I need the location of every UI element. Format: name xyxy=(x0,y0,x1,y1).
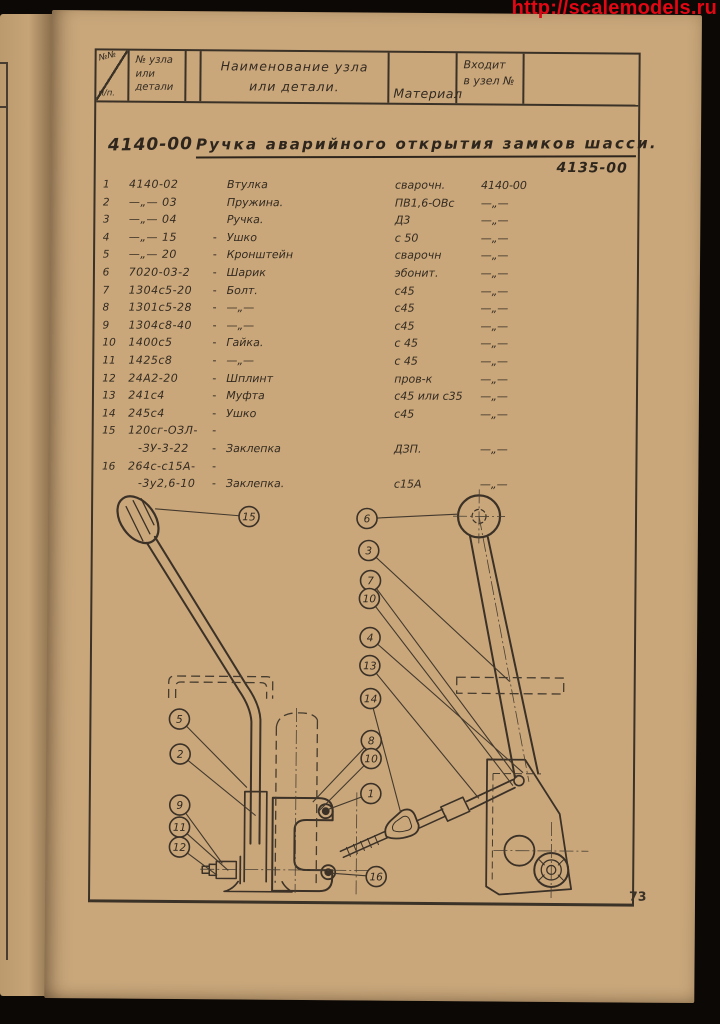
callout-leader xyxy=(155,509,239,516)
bracket-dashed-edge xyxy=(492,773,541,879)
callout-group xyxy=(152,506,525,888)
table-row: 4 —„— 15 - Ушко с 50 —„— xyxy=(102,230,509,245)
callout-number: 1 xyxy=(367,788,375,801)
phantom-bar xyxy=(457,677,564,694)
header-cell-material: Материал xyxy=(389,53,457,104)
assembly-number: 4140-00 xyxy=(107,134,194,156)
table-header xyxy=(96,50,638,106)
header-index-top: №№ xyxy=(97,49,118,64)
callout-number: 14 xyxy=(363,693,378,706)
table-row: 15 120сг-ОЗЛ- - xyxy=(102,423,217,438)
callout-number: 16 xyxy=(369,871,383,884)
link-rod xyxy=(417,809,446,828)
table-row: 9 1304с8-40 - —„— с45 —„— xyxy=(102,318,509,333)
assembly-title xyxy=(104,126,658,180)
table-row: 11 1425с8 - —„— с 45 —„— xyxy=(102,353,509,368)
assembly-title-text: Ручка аварийного открытия замков шасси. xyxy=(196,134,636,158)
callout-number: 12 xyxy=(172,841,187,854)
phantom-bracket xyxy=(169,676,273,699)
table-row: 6 7020-03-2 - Шарик эбонит. —„— xyxy=(102,265,509,280)
table-row: 12 24А2-20 - Шплинт пров-к —„— xyxy=(102,371,509,386)
table-row: 1 4140-02 Втулка сварочн. 4140-00 xyxy=(102,177,527,193)
callout-number: 10 xyxy=(364,753,378,766)
assembly-sub-number: 4135-00 xyxy=(556,159,628,177)
callout-number: 8 xyxy=(367,735,375,748)
table-row: 2 —„— 03 Пружина. ПВ1,6-ОВс —„— xyxy=(102,195,509,210)
callout-number: 5 xyxy=(176,713,183,726)
callout-number: 9 xyxy=(176,799,184,812)
table-row: 5 —„— 20 - Кронштейн сварочн —„— xyxy=(102,248,509,263)
header-index-bottom: п/п. xyxy=(98,88,116,99)
callout-number: 4 xyxy=(366,632,374,645)
callout-number: 6 xyxy=(363,513,371,526)
table-row: -ЗУ-3-22 - Заклепка ДЗП. —„— xyxy=(138,441,508,456)
threaded-rod xyxy=(340,831,387,857)
table-row: -3у2,6-10 - Заклепка. с15А —„— xyxy=(137,476,508,492)
callout-leader xyxy=(186,726,247,787)
callout-number: 3 xyxy=(365,545,373,558)
callout-leader xyxy=(331,873,366,876)
page-number: 73 xyxy=(628,888,647,904)
watermark-url: http://scalemodels.ru xyxy=(511,0,717,19)
table-row: 14 245с4 - Ушко с45 —„— xyxy=(102,406,508,421)
coupler xyxy=(441,797,470,821)
callout-number: 10 xyxy=(362,593,377,606)
table-row: 3 —„— 04 Ручка. Д3 —„— xyxy=(102,212,509,228)
scanned-page xyxy=(44,10,702,1003)
lock-bracket xyxy=(486,759,572,895)
table-row: 10 1400с5 - Гайка. с 45 —„— xyxy=(102,335,509,351)
previous-page-border xyxy=(0,106,8,108)
table-row: 8 1301с5-28 - —„— с45 —„— xyxy=(102,300,509,316)
header-cell-empty xyxy=(524,54,638,105)
header-cell-assembly: Входит в узел № xyxy=(457,53,524,104)
left-lever-shaft xyxy=(144,543,252,844)
callout-number: 7 xyxy=(367,575,374,588)
header-cell-part-number: № узла или детали xyxy=(129,51,186,101)
previous-page-edge xyxy=(0,14,52,996)
header-cell-name: Наименование узла или детали. xyxy=(201,51,389,102)
parts-list xyxy=(102,178,627,497)
table-row: 13 241с4 - Муфта с45 или с35 —„— xyxy=(102,388,508,404)
callout-number: 13 xyxy=(363,660,377,673)
clevis-pin xyxy=(514,776,524,786)
header-cell-spacer xyxy=(186,51,201,101)
clevis xyxy=(467,779,515,809)
side-bolt xyxy=(202,861,236,878)
table-row: 7 1304с5-20 - Болт. с45 —„— xyxy=(102,283,509,298)
callout-number: 15 xyxy=(242,511,256,524)
previous-page-border xyxy=(6,62,8,960)
callout-number: 2 xyxy=(176,748,184,761)
previous-page-border xyxy=(0,62,8,64)
table-row: 16 264с-с15А- - xyxy=(101,459,216,473)
table-frame xyxy=(88,48,658,906)
header-cell-index xyxy=(96,50,129,100)
callout-leader xyxy=(375,673,480,798)
callout-leader xyxy=(187,760,256,815)
callout-number: 11 xyxy=(172,821,187,834)
right-lever-shaft xyxy=(468,535,517,777)
callout-leader xyxy=(187,834,229,871)
technical-drawing xyxy=(88,478,633,901)
callout-leader xyxy=(377,514,457,519)
thimble-eye xyxy=(385,809,419,838)
callout-leader xyxy=(375,557,511,681)
